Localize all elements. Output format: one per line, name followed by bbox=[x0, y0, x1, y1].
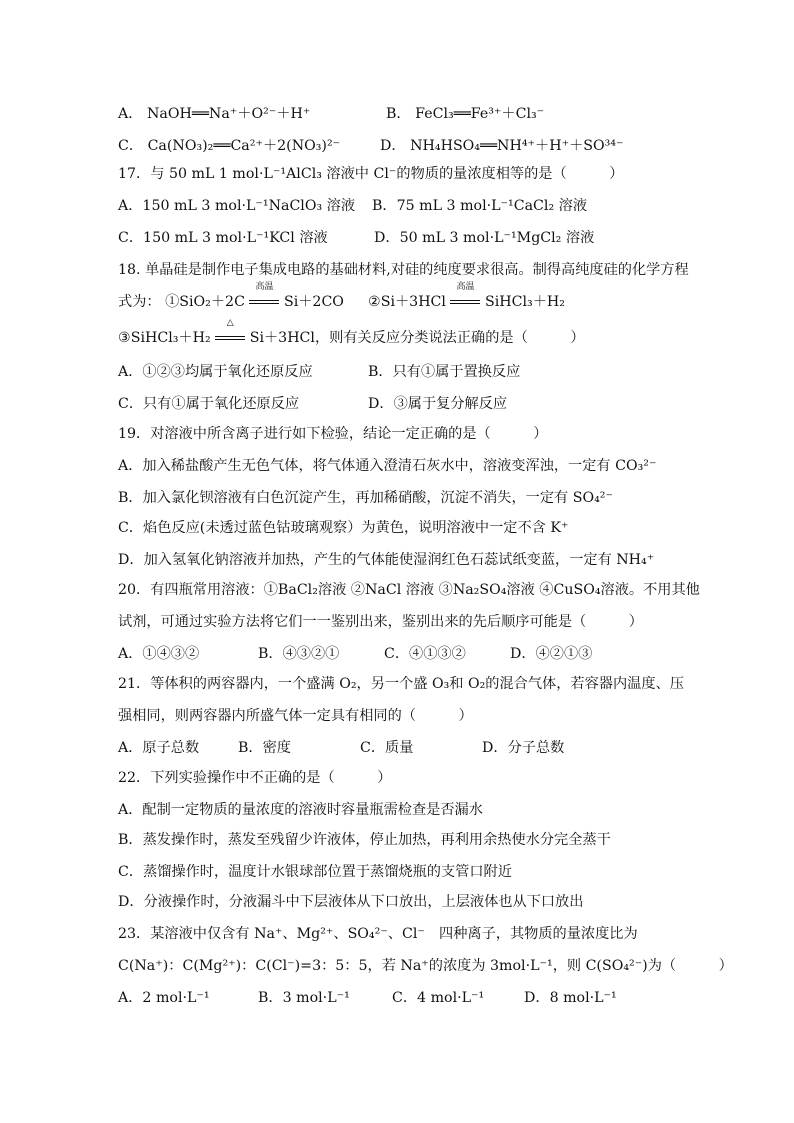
q18-option-b[interactable]: B．只有①属于置换反应 bbox=[368, 364, 521, 380]
q20-stem-line2: 试剂，可通过实验方法将它们一一鉴别出来，鉴别出来的先后顺序可能是（ ） bbox=[118, 614, 643, 630]
reaction-arrow-icon: 高温 bbox=[450, 292, 480, 312]
q18-eq3-line: ③SiHCl₃＋H₂ △ Si＋3HCl，则有关反应分类说法正确的是（ ） bbox=[118, 318, 585, 346]
q19-option-b[interactable]: B．加入氯化钡溶液有白色沉淀产生，再加稀硝酸，沉淀不消失，一定有 SO₄²⁻ bbox=[118, 490, 613, 506]
q16-option-b[interactable]: B． FeCl₃══Fe³⁺＋Cl₃⁻ bbox=[386, 106, 545, 122]
q23-option-b[interactable]: B．3 mol·L⁻¹ bbox=[258, 990, 350, 1006]
q21-option-a[interactable]: A．原子总数 bbox=[118, 740, 200, 756]
q23-stem-line2: C(Na⁺)：C(Mg²⁺)：C(Cl⁻)=3：5：5，若 Na⁺的浓度为 3mol·L⁻¹，则 C(SO₄²⁻)为（ ） bbox=[118, 958, 733, 974]
q20-option-a[interactable]: A．①④③② bbox=[118, 646, 200, 662]
reaction-arrow-icon: 高温 bbox=[249, 292, 279, 312]
q22-option-d[interactable]: D．分液操作时，分液漏斗中下层液体从下口放出，上层液体也从下口放出 bbox=[118, 894, 584, 910]
q19-option-a[interactable]: A．加入稀盐酸产生无色气体，将气体通入澄清石灰水中，溶液变浑浊，一定有 CO₃²⁻ bbox=[118, 458, 657, 474]
q23-option-c[interactable]: C．4 mol·L⁻¹ bbox=[392, 990, 485, 1006]
q18-option-a[interactable]: A．①②③均属于氧化还原反应 bbox=[118, 364, 313, 380]
q17-option-d[interactable]: D．50 mL 3 mol·L⁻¹MgCl₂ 溶液 bbox=[374, 230, 595, 246]
q17-option-b[interactable]: B．75 mL 3 mol·L⁻¹CaCl₂ 溶液 bbox=[372, 198, 588, 214]
q22-stem: 22．下列实验操作中不正确的是（ ） bbox=[118, 770, 392, 786]
q19-option-d[interactable]: D．加入氢氧化钠溶液并加热，产生的气体能使湿润红色石蕊试纸变蓝，一定有 NH₄⁺ bbox=[118, 552, 655, 568]
q21-stem-line2: 强相同，则两容器内所盛气体一定具有相同的（ ） bbox=[118, 708, 473, 724]
q18-stem-line1: 18. 单晶硅是制作电子集成电路的基础材料,对硅的纯度要求很高。制得高纯度硅的化学方程 bbox=[118, 262, 689, 278]
q19-option-c[interactable]: C．焰色反应(未透过蓝色钴玻璃观察）为黄色，说明溶液中一定不含 K⁺ bbox=[118, 520, 569, 536]
q19-stem: 19．对溶液中所含离子进行如下检验，结论一定正确的是（ ） bbox=[118, 426, 548, 442]
q18-eq2: ②Si＋3HCl 高温 SiHCl₃＋H₂ bbox=[368, 282, 565, 310]
q16-option-a[interactable]: A． NaOH══Na⁺＋O²⁻＋H⁺ bbox=[118, 106, 311, 122]
q17-option-a[interactable]: A．150 mL 3 mol·L⁻¹NaClO₃ 溶液 bbox=[118, 198, 356, 214]
q22-option-a[interactable]: A．配制一定物质的量浓度的溶液时容量瓶需检查是否漏水 bbox=[118, 802, 483, 818]
q21-option-c[interactable]: C．质量 bbox=[360, 740, 414, 756]
reaction-arrow-icon: △ bbox=[215, 328, 245, 348]
q18-stem-prefix: 式为： bbox=[118, 294, 161, 310]
q17-stem: 17．与 50 mL 1 mol·L⁻¹AlCl₃ 溶液中 Cl⁻的物质的量浓度相等的是（ ） bbox=[118, 166, 624, 182]
q18-eq1: ①SiO₂＋2C 高温 Si＋2CO bbox=[165, 282, 344, 310]
q16-option-c[interactable]: C． Ca(NO₃)₂══Ca²⁺＋2(NO₃)²⁻ bbox=[118, 138, 341, 154]
q17-option-c[interactable]: C．150 mL 3 mol·L⁻¹KCl 溶液 bbox=[118, 230, 328, 246]
q20-option-d[interactable]: D．④②①③ bbox=[510, 646, 593, 662]
q21-option-d[interactable]: D．分子总数 bbox=[482, 740, 565, 756]
q20-stem-line1: 20．有四瓶常用溶液：①BaCl₂溶液 ②NaCl 溶液 ③Na₂SO₄溶液 ④CuSO₄溶液。不用其他 bbox=[118, 582, 700, 598]
q18-equations-line bbox=[118, 282, 565, 312]
q23-stem-line1: 23．某溶液中仅含有 Na⁺、Mg²⁺、SO₄²⁻、Cl⁻ 四种离子，其物质的量浓度比为 bbox=[118, 926, 638, 942]
q23-option-d[interactable]: D．8 mol·L⁻¹ bbox=[524, 990, 617, 1006]
q21-option-b[interactable]: B．密度 bbox=[238, 740, 291, 756]
q22-option-b[interactable]: B．蒸发操作时，蒸发至残留少许液体，停止加热，再利用余热使水分完全蒸干 bbox=[118, 832, 611, 848]
q20-option-c[interactable]: C．④①③② bbox=[384, 646, 466, 662]
q16-option-d[interactable]: D． NH₄HSO₄══NH⁴⁺＋H⁺＋SO³⁴⁻ bbox=[380, 138, 624, 154]
q18-option-c[interactable]: C．只有①属于氧化还原反应 bbox=[118, 396, 300, 412]
q18-option-d[interactable]: D．③属于复分解反应 bbox=[368, 396, 508, 412]
q21-stem-line1: 21．等体积的两容器内，一个盛满 O₂，另一个盛 O₃和 O₂的混合气体，若容器内温度、压 bbox=[118, 676, 684, 692]
q23-option-a[interactable]: A．2 mol·L⁻¹ bbox=[118, 990, 210, 1006]
q22-option-c[interactable]: C．蒸馏操作时，温度计水银球部位置于蒸馏烧瓶的支管口附近 bbox=[118, 864, 512, 880]
q20-option-b[interactable]: B．④③②① bbox=[258, 646, 340, 662]
